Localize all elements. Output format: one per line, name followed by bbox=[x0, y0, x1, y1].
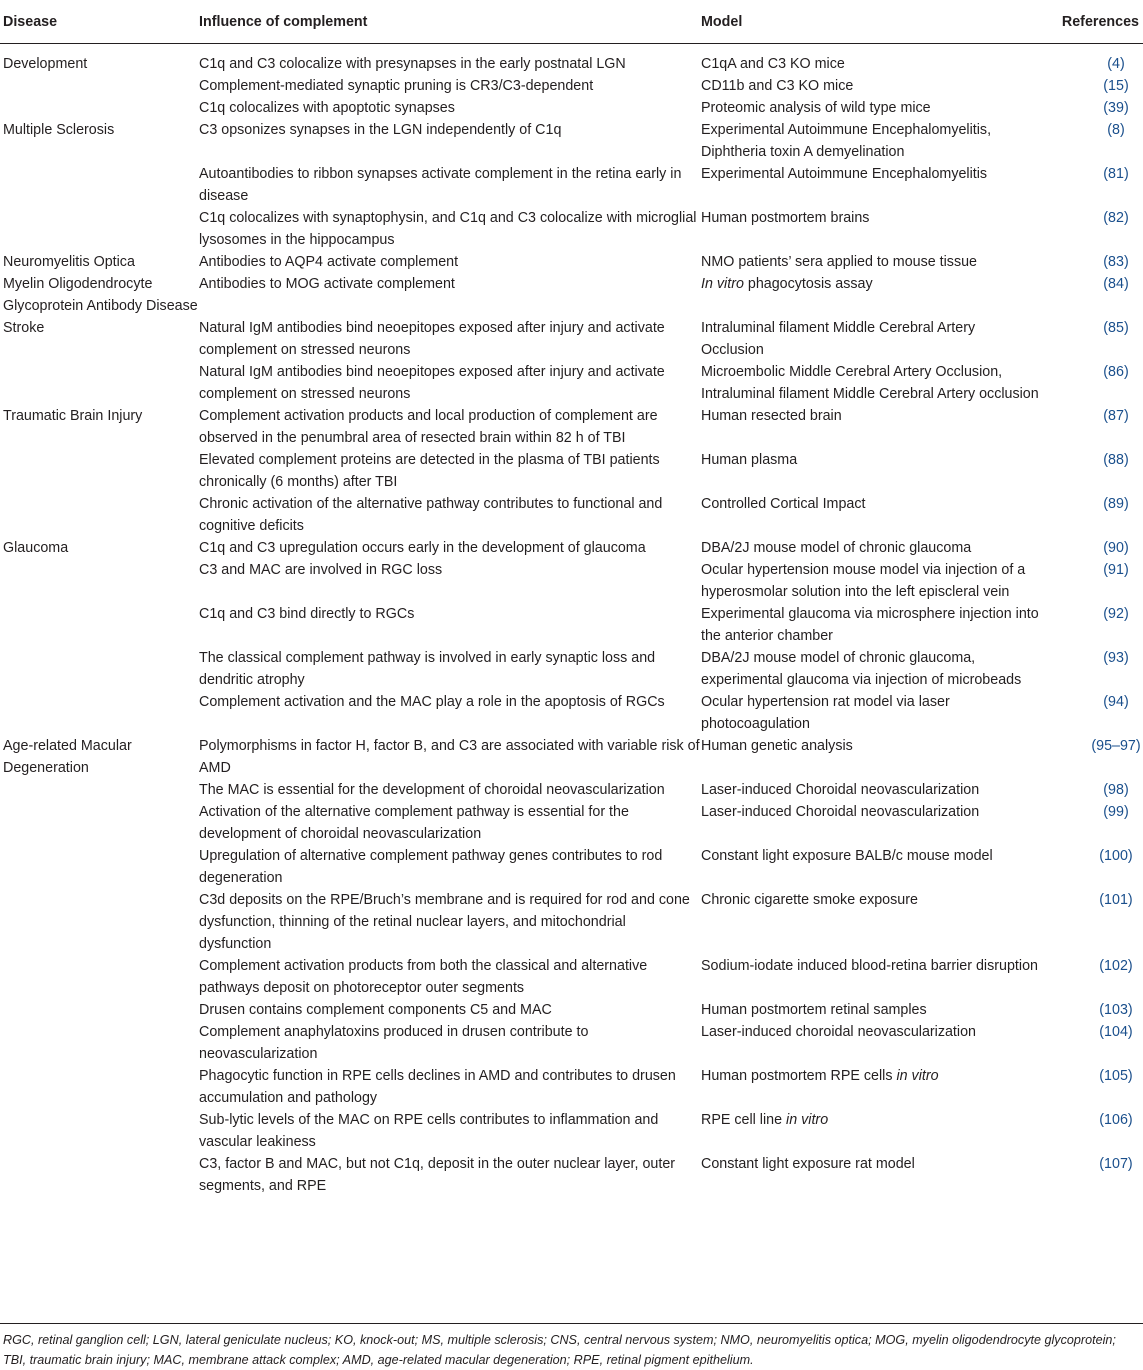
cell-influence: Complement activation products from both the classical and alternative pathways deposit on photoreceptor outer segments bbox=[199, 958, 648, 996]
cell-influence: Upregulation of alternative complement pathway genes contributes to rod degeneration bbox=[199, 848, 663, 886]
header-model: Model bbox=[701, 0, 1041, 44]
cell-reference bbox=[1041, 273, 1143, 317]
cell-reference bbox=[1041, 163, 1143, 207]
reference-link[interactable]: (100) bbox=[1099, 848, 1133, 864]
cell-model: C1qA and C3 KO mice bbox=[701, 56, 845, 72]
cell-model: Laser-induced Choroidal neovascularization bbox=[701, 804, 980, 820]
table-row bbox=[0, 449, 1143, 493]
cell-disease bbox=[0, 955, 199, 999]
reference-link[interactable]: (87) bbox=[1103, 408, 1129, 424]
cell-influence: Complement activation products and local production of complement are observed in the penumbral area of resected brain within 82 h of TBI bbox=[199, 408, 658, 446]
table-row bbox=[0, 1065, 1143, 1109]
cell-model: Experimental Autoimmune Encephalomyelitis bbox=[701, 166, 988, 182]
table-row bbox=[0, 405, 1143, 449]
cell-disease: Myelin Oligodendrocyte Glycoprotein Antibody Disease bbox=[3, 276, 198, 314]
cell-reference bbox=[1041, 955, 1143, 999]
cell-reference bbox=[1041, 97, 1143, 119]
cell-model: Ocular hypertension rat model via laser photocoagulation bbox=[701, 694, 950, 732]
reference-link[interactable]: (107) bbox=[1099, 1156, 1133, 1172]
reference-link[interactable]: (98) bbox=[1103, 782, 1129, 798]
cell-reference bbox=[1041, 801, 1143, 845]
cell-reference bbox=[1041, 779, 1143, 801]
cell-influence: C3d deposits on the RPE/Bruch’s membrane and is required for rod and cone dysfunction, thinning of the retinal nuclear layers, and mitochondrial dysfunction bbox=[199, 892, 690, 952]
model-italic-suffix: in vitro bbox=[786, 1112, 829, 1128]
cell-reference bbox=[1041, 119, 1143, 163]
cell-disease bbox=[0, 493, 199, 537]
cell-influence: Autoantibodies to ribbon synapses activate complement in the retina early in disease bbox=[199, 166, 682, 204]
cell-disease bbox=[0, 1065, 199, 1109]
cell-model: Intraluminal filament Middle Cerebral Artery Occlusion bbox=[701, 320, 976, 358]
cell-disease bbox=[0, 999, 199, 1021]
cell-reference bbox=[1041, 493, 1143, 537]
table-row bbox=[0, 779, 1143, 801]
reference-link[interactable]: (15) bbox=[1103, 78, 1129, 94]
reference-link[interactable]: (101) bbox=[1099, 892, 1133, 908]
table-row bbox=[0, 1109, 1143, 1153]
cell-model: Proteomic analysis of wild type mice bbox=[701, 100, 931, 116]
cell-influence: Sub-lytic levels of the MAC on RPE cells contributes to inflammation and vascular leakiness bbox=[199, 1112, 659, 1150]
cell-disease bbox=[0, 1109, 199, 1153]
table-row bbox=[0, 537, 1143, 559]
table-row bbox=[0, 251, 1143, 273]
cell-disease bbox=[0, 691, 199, 735]
cell-disease bbox=[0, 647, 199, 691]
cell-reference bbox=[1041, 999, 1143, 1021]
cell-influence: Drusen contains complement components C5 and MAC bbox=[199, 1002, 552, 1018]
reference-link[interactable]: (104) bbox=[1099, 1024, 1133, 1040]
cell-reference bbox=[1041, 1065, 1143, 1109]
table-row bbox=[0, 735, 1143, 779]
cell-reference bbox=[1041, 207, 1143, 251]
model-text: Human postmortem RPE cells bbox=[701, 1068, 897, 1084]
table-row bbox=[0, 889, 1143, 955]
table-row bbox=[0, 647, 1143, 691]
cell-model: Laser-induced choroidal neovascularization bbox=[701, 1024, 976, 1040]
cell-influence: Activation of the alternative complement pathway is essential for the development of choroidal neovascularization bbox=[199, 804, 629, 842]
table-row bbox=[0, 75, 1143, 97]
cell-influence: Complement-mediated synaptic pruning is CR3/C3-dependent bbox=[199, 78, 594, 94]
cell-model: Laser-induced Choroidal neovascularization bbox=[701, 782, 980, 798]
table-row bbox=[0, 845, 1143, 889]
cell-reference bbox=[1041, 735, 1143, 779]
reference-link[interactable]: (82) bbox=[1103, 210, 1129, 226]
cell-disease: Age-related Macular Degeneration bbox=[3, 738, 132, 776]
reference-link[interactable]: (105) bbox=[1099, 1068, 1133, 1084]
table-row bbox=[0, 1153, 1143, 1202]
cell-model: Human postmortem brains bbox=[701, 210, 870, 226]
cell-reference bbox=[1041, 1021, 1143, 1065]
cell-disease bbox=[0, 845, 199, 889]
table-row bbox=[0, 559, 1143, 603]
table-row bbox=[0, 317, 1143, 361]
cell-disease bbox=[0, 75, 199, 97]
cell-model bbox=[701, 1065, 1041, 1109]
cell-influence: Chronic activation of the alternative pathway contributes to functional and cognitive deficits bbox=[199, 496, 663, 534]
reference-link[interactable]: (106) bbox=[1099, 1112, 1133, 1128]
table-row bbox=[0, 273, 1143, 317]
cell-disease: Traumatic Brain Injury bbox=[3, 408, 143, 424]
reference-link[interactable]: (85) bbox=[1103, 320, 1129, 336]
bottom-rule bbox=[0, 1323, 1143, 1324]
reference-link[interactable]: (90) bbox=[1103, 540, 1129, 556]
cell-disease bbox=[0, 449, 199, 493]
reference-link[interactable]: (4) bbox=[1107, 56, 1125, 72]
cell-reference bbox=[1041, 44, 1143, 76]
cell-model: Human resected brain bbox=[701, 408, 842, 424]
cell-reference bbox=[1041, 691, 1143, 735]
cell-reference bbox=[1041, 1153, 1143, 1202]
table-row bbox=[0, 603, 1143, 647]
cell-influence: The classical complement pathway is involved in early synaptic loss and dendritic atrophy bbox=[199, 650, 656, 688]
cell-influence: Antibodies to AQP4 activate complement bbox=[199, 254, 459, 270]
cell-disease bbox=[0, 779, 199, 801]
reference-link[interactable]: (93) bbox=[1103, 650, 1129, 666]
table-row bbox=[0, 163, 1143, 207]
reference-link[interactable]: (88) bbox=[1103, 452, 1129, 468]
reference-link[interactable]: (102) bbox=[1099, 958, 1133, 974]
cell-model: Constant light exposure BALB/c mouse model bbox=[701, 848, 993, 864]
cell-reference bbox=[1041, 361, 1143, 405]
cell-disease bbox=[0, 1153, 199, 1202]
table-row bbox=[0, 955, 1143, 999]
cell-influence: C1q colocalizes with apoptotic synapses bbox=[199, 100, 455, 116]
reference-link[interactable]: (103) bbox=[1099, 1002, 1133, 1018]
cell-influence: C1q and C3 bind directly to RGCs bbox=[199, 606, 415, 622]
reference-link[interactable]: (8) bbox=[1107, 122, 1125, 138]
cell-model: DBA/2J mouse model of chronic glaucoma, experimental glaucoma via injection of microbeads bbox=[701, 650, 1022, 688]
cell-disease: Glaucoma bbox=[3, 540, 69, 556]
header-disease: Disease bbox=[0, 0, 199, 44]
cell-reference bbox=[1041, 889, 1143, 955]
cell-disease: Multiple Sclerosis bbox=[3, 122, 115, 138]
table-row bbox=[0, 691, 1143, 735]
cell-disease: Development bbox=[3, 56, 88, 72]
table-row bbox=[0, 361, 1143, 405]
cell-model: Microembolic Middle Cerebral Artery Occlusion, Intraluminal filament Middle Cerebral Artery occlusion bbox=[701, 364, 1039, 402]
cell-disease bbox=[0, 97, 199, 119]
cell-influence: Phagocytic function in RPE cells declines in AMD and contributes to drusen accumulation and pathology bbox=[199, 1068, 676, 1106]
cell-reference bbox=[1041, 537, 1143, 559]
reference-link[interactable]: (92) bbox=[1103, 606, 1129, 622]
cell-influence: C1q colocalizes with synaptophysin, and C1q and C3 colocalize with microglial lysosomes in the hippocampus bbox=[199, 210, 697, 248]
cell-reference bbox=[1041, 75, 1143, 97]
cell-disease: Neuromyelitis Optica bbox=[3, 254, 135, 270]
cell-disease bbox=[0, 207, 199, 251]
cell-influence: Elevated complement proteins are detected in the plasma of TBI patients chronically (6 months) after TBI bbox=[199, 452, 660, 490]
cell-model: Human postmortem retinal samples bbox=[701, 1002, 927, 1018]
reference-link[interactable]: (86) bbox=[1103, 364, 1129, 380]
cell-reference bbox=[1041, 647, 1143, 691]
cell-disease: Stroke bbox=[3, 320, 45, 336]
cell-reference bbox=[1041, 1109, 1143, 1153]
cell-model: NMO patients’ sera applied to mouse tissue bbox=[701, 254, 978, 270]
model-text: RPE cell line bbox=[701, 1112, 787, 1128]
cell-model: Constant light exposure rat model bbox=[701, 1156, 915, 1172]
cell-reference bbox=[1041, 449, 1143, 493]
cell-model: Human genetic analysis bbox=[701, 738, 853, 754]
table-body bbox=[0, 44, 1143, 1203]
model-italic-suffix: in vitro bbox=[896, 1068, 939, 1084]
cell-reference bbox=[1041, 317, 1143, 361]
cell-influence: The MAC is essential for the development of choroidal neovascularization bbox=[199, 782, 665, 798]
header-row bbox=[0, 0, 1143, 44]
cell-model: Human plasma bbox=[701, 452, 798, 468]
table-row bbox=[0, 1021, 1143, 1065]
reference-link[interactable]: (99) bbox=[1103, 804, 1129, 820]
cell-disease bbox=[0, 559, 199, 603]
table-row bbox=[0, 44, 1143, 76]
header-references: References bbox=[1041, 0, 1143, 44]
cell-model: DBA/2J mouse model of chronic glaucoma bbox=[701, 540, 972, 556]
reference-link[interactable]: (95–97) bbox=[1091, 738, 1141, 754]
table-row bbox=[0, 97, 1143, 119]
cell-influence: Antibodies to MOG activate complement bbox=[199, 276, 455, 292]
cell-reference bbox=[1041, 845, 1143, 889]
cell-disease bbox=[0, 361, 199, 405]
cell-influence: C3, factor B and MAC, but not C1q, deposit in the outer nuclear layer, outer segments, and RPE bbox=[199, 1156, 676, 1194]
cell-disease bbox=[0, 163, 199, 207]
cell-reference bbox=[1041, 405, 1143, 449]
cell-model: CD11b and C3 KO mice bbox=[701, 78, 854, 94]
cell-disease bbox=[0, 1021, 199, 1065]
cell-disease bbox=[0, 603, 199, 647]
table-row bbox=[0, 493, 1143, 537]
cell-influence: Complement activation and the MAC play a role in the apoptosis of RGCs bbox=[199, 694, 665, 710]
table-row bbox=[0, 119, 1143, 163]
cell-model bbox=[701, 1109, 1041, 1153]
model-italic-prefix: In vitro bbox=[701, 276, 744, 292]
cell-model: Controlled Cortical Impact bbox=[701, 496, 866, 512]
cell-disease bbox=[0, 801, 199, 845]
cell-influence: C3 opsonizes synapses in the LGN independently of C1q bbox=[199, 122, 562, 138]
reference-link[interactable]: (94) bbox=[1103, 694, 1129, 710]
cell-influence: Polymorphisms in factor H, factor B, and C3 are associated with variable risk of AMD bbox=[199, 738, 700, 776]
cell-influence: Natural IgM antibodies bind neoepitopes exposed after injury and activate complement on stressed neurons bbox=[199, 364, 665, 402]
cell-influence: C1q and C3 upregulation occurs early in the development of glaucoma bbox=[199, 540, 646, 556]
model-text: phagocytosis assay bbox=[743, 276, 873, 292]
cell-reference bbox=[1041, 251, 1143, 273]
table-row bbox=[0, 999, 1143, 1021]
cell-model: Ocular hypertension mouse model via injection of a hyperosmolar solution into the left episcleral vein bbox=[701, 562, 1026, 600]
cell-influence: Complement anaphylatoxins produced in drusen contribute to neovascularization bbox=[199, 1024, 589, 1062]
reference-link[interactable]: (81) bbox=[1103, 166, 1129, 182]
cell-influence: Natural IgM antibodies bind neoepitopes exposed after injury and activate complement on stressed neurons bbox=[199, 320, 665, 358]
header-influence: Influence of complement bbox=[199, 0, 701, 44]
cell-influence: C3 and MAC are involved in RGC loss bbox=[199, 562, 443, 578]
cell-influence: C1q and C3 colocalize with presynapses in the early postnatal LGN bbox=[199, 56, 626, 72]
table-row bbox=[0, 207, 1143, 251]
cell-model: Sodium-iodate induced blood-retina barrier disruption bbox=[701, 958, 1038, 974]
cell-disease bbox=[0, 889, 199, 955]
table-footnote: RGC, retinal ganglion cell; LGN, lateral geniculate nucleus; KO, knock-out; MS, multiple sclerosis; CNS, central nervous system; NMO, neuromyelitis optica; MOG, myelin oligodendrocyte glycoprotein; TBI, traumatic brain injury; MAC, membrane attack complex; AMD, age-related macular degeneration; RPE, retinal pigment epithelium. bbox=[3, 1333, 1116, 1367]
cell-reference bbox=[1041, 603, 1143, 647]
cell-model: Chronic cigarette smoke exposure bbox=[701, 892, 918, 908]
table-row bbox=[0, 801, 1143, 845]
cell-model bbox=[701, 273, 1041, 317]
reference-link[interactable]: (39) bbox=[1103, 100, 1129, 116]
reference-link[interactable]: (91) bbox=[1103, 562, 1129, 578]
cell-reference bbox=[1041, 559, 1143, 603]
reference-link[interactable]: (84) bbox=[1103, 276, 1129, 292]
cell-model: Experimental Autoimmune Encephalomyelitis, Diphtheria toxin A demyelination bbox=[701, 122, 992, 160]
cell-model: Experimental glaucoma via microsphere injection into the anterior chamber bbox=[701, 606, 1039, 644]
reference-link[interactable]: (89) bbox=[1103, 496, 1129, 512]
reference-link[interactable]: (83) bbox=[1103, 254, 1129, 270]
